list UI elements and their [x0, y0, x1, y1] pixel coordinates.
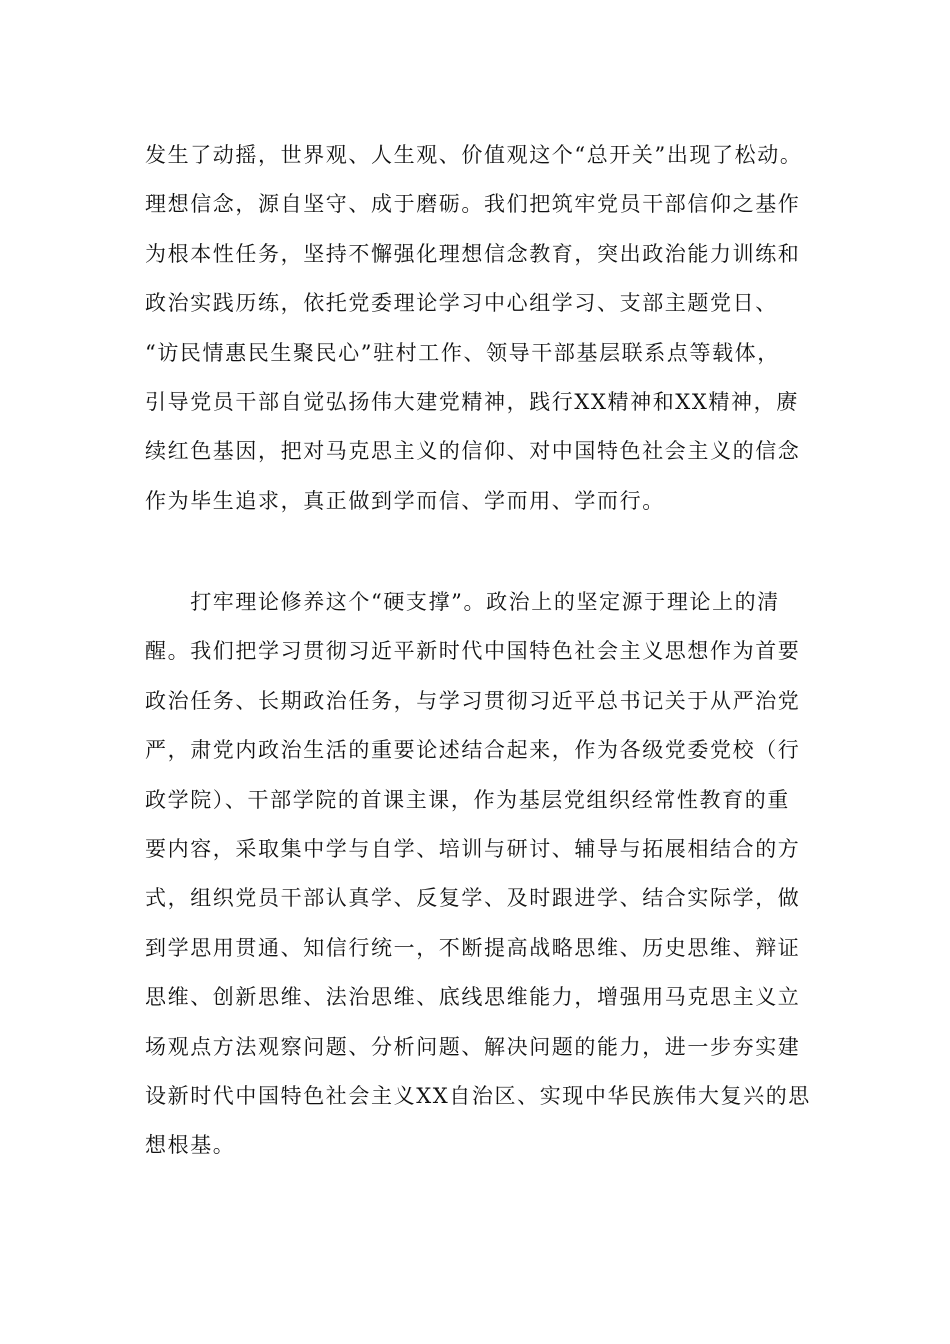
paragraph-line: 式，组织党员干部认真学、反复学、及时跟进学、结合实际学，做 — [145, 886, 801, 911]
paragraph-line: 续红色基因，把对马克思主义的信仰、对中国特色社会主义的信念 — [145, 439, 801, 464]
paragraph-line: 打牢理论修养这个“硬支撑”。政治上的坚定源于理论上的清 — [145, 590, 780, 614]
paragraph-line: 理想信念，源自坚守、成于磨砺。我们把筑牢党员干部信仰之基作 — [145, 192, 801, 217]
paragraph-line: 场观点方法观察问题、分析问题、解决问题的能力，进一步夯实建 — [145, 1034, 801, 1059]
paragraph-line: 政学院）、干部学院的首课主课，作为基层党组织经常性教育的重 — [145, 787, 790, 812]
paragraph-line: “访民情惠民生聚民心”驻村工作、领导干部基层联系点等载体， — [145, 340, 780, 365]
paragraph-line: 到学思用贯通、知信行统一，不断提高战略思维、历史思维、辩证 — [145, 935, 801, 960]
paragraph-line: 设新时代中国特色社会主义XX自治区、实现中华民族伟大复兴的思 — [145, 1083, 811, 1108]
paragraph-line: 作为毕生追求，真正做到学而信、学而用、学而行。 — [145, 488, 665, 513]
paragraph-line: 发生了动摇，世界观、人生观、价值观这个“总开关”出现了松动。 — [145, 143, 803, 167]
paragraph-line: 为根本性任务，坚持不懈强化理想信念教育，突出政治能力训练和 — [145, 241, 801, 266]
paragraph-line: 思维、创新思维、法治思维、底线思维能力，增强用马克思主义立 — [145, 985, 801, 1010]
paragraph-line: 要内容，采取集中学与自学、培训与研讨、辅导与拓展相结合的方 — [145, 836, 801, 861]
paragraph-1 — [145, 131, 813, 526]
paragraph-line: 严，肃党内政治生活的重要论述结合起来，作为各级党委党校（行 — [145, 738, 801, 763]
paragraph-line: 想根基。 — [145, 1133, 236, 1158]
paragraph-line: 政治任务、长期政治任务，与学习贯彻习近平总书记关于从严治党 — [145, 688, 801, 713]
paragraph-line: 政治实践历练，依托党委理论学习中心组学习、支部主题党日、 — [145, 291, 778, 316]
paragraph-2 — [145, 578, 813, 1171]
paragraph-line: 引导党员干部自觉弘扬伟大建党精神，践行XX精神和XX精神，赓 — [145, 389, 799, 414]
paragraph-line: 醒。我们把学习贯彻习近平新时代中国特色社会主义思想作为首要 — [145, 639, 801, 664]
